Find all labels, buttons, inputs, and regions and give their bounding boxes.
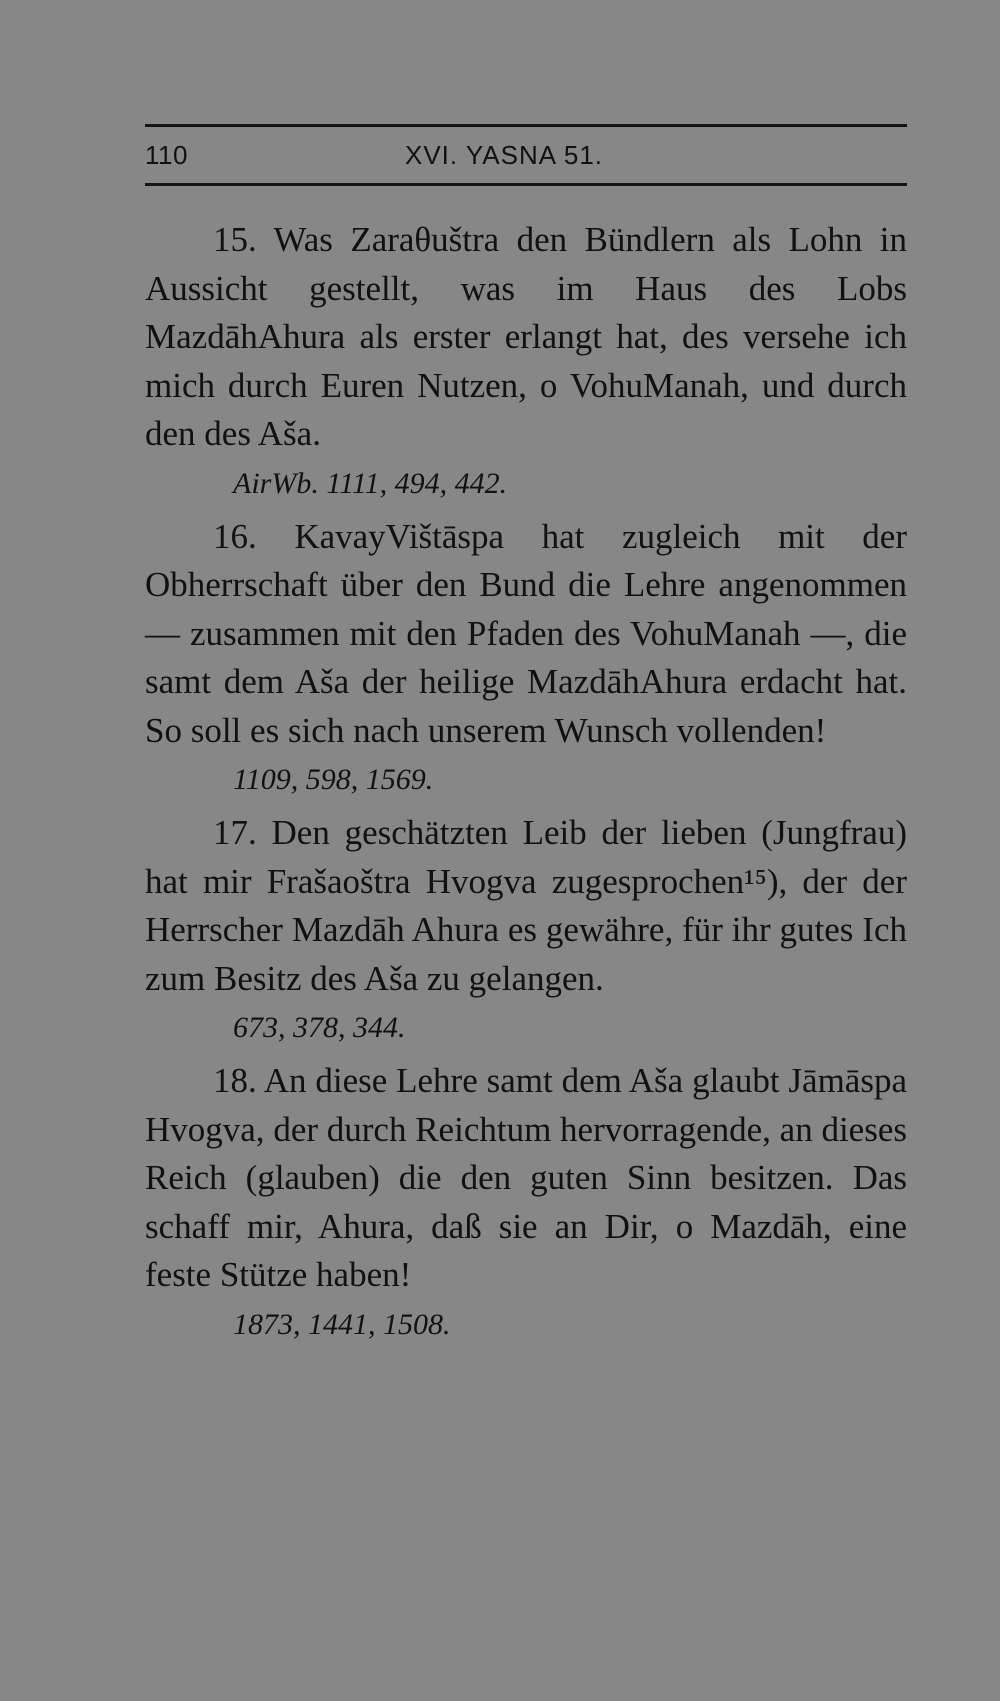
book-page <box>145 124 907 1354</box>
page-body <box>145 216 907 1350</box>
stanza-text: Was Zaraθuštra den Bündlern als Lohn in Aussicht gestellt, was im Haus des Lobs MazdāhAhura als erster erlangt hat, des versehe ich mich durch Euren Nutzen, o VohuManah, und durch den des Aša. <box>145 220 907 453</box>
stanza-reference: 1109, 598, 1569. <box>233 763 434 796</box>
running-title: XVI. YASNA 51. <box>405 140 604 170</box>
stanza-text: KavayVištāspa hat zugleich mit der Obherrschaft über den Bund die Lehre angenommen — zusammen mit den Pfaden des VohuManah —, die samt dem Aša der heilige MazdāhAhura erdacht hat. So soll es sich nach unserem Wunsch vollenden! <box>145 516 908 750</box>
stanza-16 <box>145 513 907 756</box>
header-bottom-rule <box>145 183 907 186</box>
stanza-text: Den geschätzten Leib der lieben (Jungfrau) hat mir Frašaoštra Hvogva zugesprochen¹⁵), der der Herrscher Mazdāh Ahura es gewähre, für ihr gutes Ich zum Besitz des Aša zu gelangen. <box>145 813 907 998</box>
stanza-reference: 1873, 1441, 1508. <box>233 1307 451 1341</box>
running-header <box>145 127 907 183</box>
page-number: 110 <box>145 140 188 170</box>
stanza-number: 18. <box>213 1061 257 1100</box>
stanza-18 <box>145 1057 907 1300</box>
stanza-text: An diese Lehre samt dem Aša glaubt Jāmāspa Hvogva, der durch Reichtum hervorragende, an dieses Reich (glauben) die den guten Sinn besitzen. Das schaff mir, Ahura, daß sie an Dir, o Mazdāh, eine feste Stütze haben! <box>145 1061 907 1294</box>
stanza-17 <box>145 809 907 1003</box>
stanza-reference: AirWb. 1111, 494, 442. <box>233 466 508 500</box>
stanza-number: 15. <box>213 220 257 259</box>
stanza-reference: 673, 378, 344. <box>233 1011 406 1044</box>
stanza-number: 16. <box>213 516 257 556</box>
stanza-15 <box>145 216 907 459</box>
stanza-number: 17. <box>213 813 257 852</box>
